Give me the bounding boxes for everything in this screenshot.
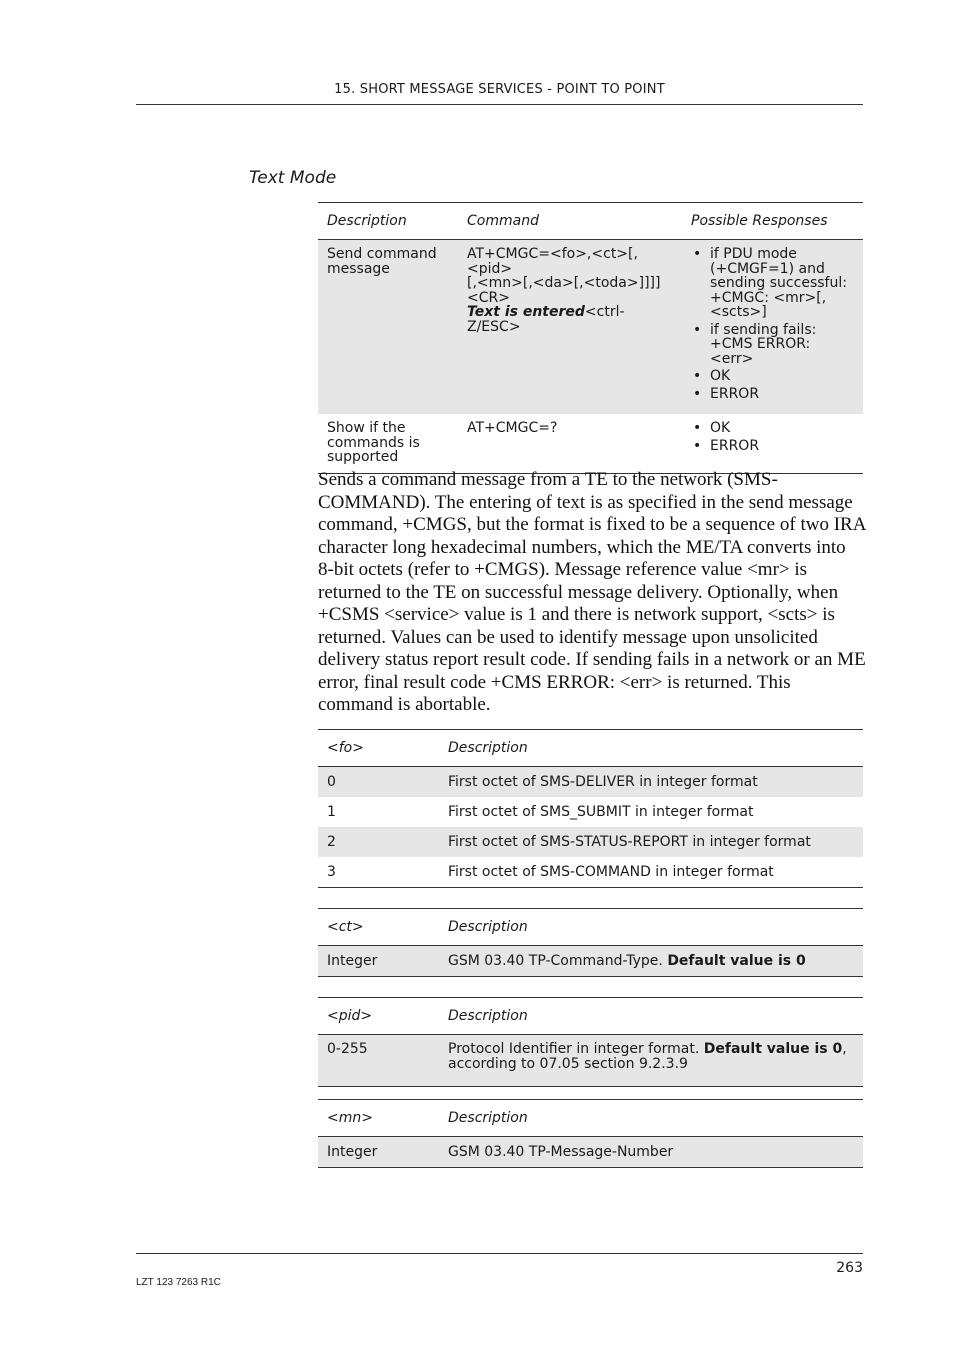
param-value: 0 <box>327 773 336 790</box>
param-value: 3 <box>327 863 336 880</box>
list-item: • if PDU mode (+CMGF=1) and sending successful: +CMGC: <mr>[,<scts>] <box>691 247 854 320</box>
list-item: • if sending fails: +CMS ERROR: <err> <box>691 323 854 367</box>
param-description: GSM 03.40 TP-Command-Type. Default value is 0 <box>448 952 806 969</box>
row-command <box>458 240 682 415</box>
table-header-row <box>318 909 863 946</box>
param-header-description: Description <box>439 1100 863 1137</box>
footer-divider <box>136 1253 863 1254</box>
document-id: LZT 123 7263 R1C <box>136 1277 221 1288</box>
param-value: Integer <box>327 952 378 969</box>
param-header-description: Description <box>439 730 863 767</box>
table-row <box>318 240 863 415</box>
body-paragraph: Sends a command message from a TE to the network (SMS-COMMAND). The entering of text is as specified in the send message command, +CMGS, but the format is fixed to be a sequence of two IRA character long hexadecimal numbers, which the ME/TA converts into 8-bit octets (refer to +CMGS). Message reference value <mr> is returned to the TE on successful message delivery. Optionally, when +CSMS <service> value is 1 and there is network support, <scts> is returned. Values can be used to identify message upon unsolicited delivery status report result code. If sending fails in a network or an ME error, final result code +CMS ERROR: <err> is returned. This command is abortable. <box>318 469 866 715</box>
table-row <box>318 1035 863 1087</box>
table-row <box>318 827 863 857</box>
running-header: 15. SHORT MESSAGE SERVICES - POINT TO POINT <box>136 82 863 105</box>
default-value: Default value is 0 <box>667 952 806 969</box>
param-description: First octet of SMS-STATUS-REPORT in integer format <box>448 833 811 850</box>
table-header-row <box>318 730 863 767</box>
row-responses <box>682 414 863 473</box>
table-header-row <box>318 203 863 240</box>
param-description: First octet of SMS_SUBMIT in integer format <box>448 803 754 820</box>
row-description: Send command message <box>327 246 437 277</box>
column-header-description: Description <box>318 203 458 240</box>
command-text-entered: Text is entered <box>467 304 585 320</box>
param-value: Integer <box>327 1143 378 1160</box>
param-description: Protocol Identifier in integer format. Default value is 0, according to 07.05 section 9.2.3.9 <box>448 1041 847 1072</box>
param-value: 2 <box>327 833 336 850</box>
table-header-row <box>318 1100 863 1137</box>
param-header-name: <mn> <box>318 1100 439 1137</box>
section-title: Text Mode <box>249 168 337 188</box>
table-row <box>318 946 863 977</box>
param-header-description: Description <box>439 909 863 946</box>
param-header-name: <ct> <box>318 909 439 946</box>
table-header-row <box>318 998 863 1035</box>
pid-parameter-table <box>318 997 863 1087</box>
row-responses <box>682 240 863 415</box>
table-row <box>318 414 863 473</box>
table-row <box>318 857 863 888</box>
list-item: • ERROR <box>691 387 854 402</box>
ct-parameter-table <box>318 908 863 977</box>
row-command: AT+CMGC=? <box>467 420 558 436</box>
param-description: First octet of SMS-DELIVER in integer format <box>448 773 758 790</box>
column-header-command: Command <box>458 203 682 240</box>
command-table <box>318 202 863 474</box>
param-header-description: Description <box>439 998 863 1035</box>
param-description: First octet of SMS-COMMAND in integer format <box>448 863 774 880</box>
param-description: GSM 03.40 TP-Message-Number <box>448 1143 674 1160</box>
list-item: • OK <box>691 421 854 436</box>
row-description: Show if the commands is supported <box>327 420 420 465</box>
table-row <box>318 767 863 798</box>
default-value: Default value is 0 <box>703 1041 843 1057</box>
list-item: • ERROR <box>691 439 854 454</box>
command-terminator: <ctrl-Z/ESC> <box>467 304 625 335</box>
table-row <box>318 1137 863 1168</box>
param-value: 1 <box>327 803 336 820</box>
command-syntax: AT+CMGC=<fo>,<ct>[,<pid> [,<mn>[,<da>[,<toda>]]]] <CR> <box>467 246 661 306</box>
mn-parameter-table <box>318 1099 863 1168</box>
column-header-responses: Possible Responses <box>682 203 863 240</box>
param-header-name: <fo> <box>318 730 439 767</box>
table-row <box>318 797 863 827</box>
fo-parameter-table <box>318 729 863 888</box>
page-number: 263 <box>836 1260 863 1276</box>
list-item: • OK <box>691 369 854 384</box>
param-header-name: <pid> <box>318 998 439 1035</box>
param-value: 0-255 <box>327 1041 368 1057</box>
